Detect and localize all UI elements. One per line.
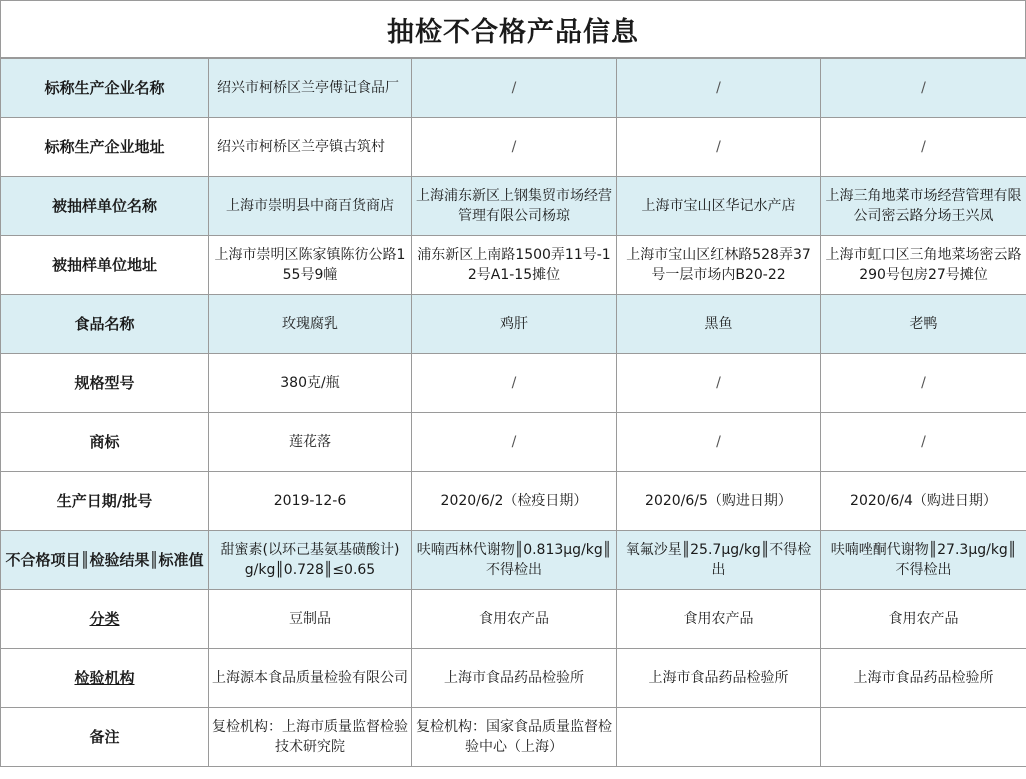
table-cell: 甜蜜素(以环己基氨基磺酸计) g/kg║0.728║≤0.65 xyxy=(209,531,412,590)
table-cell: 老鸭 xyxy=(821,295,1026,354)
table-row xyxy=(1,295,1026,354)
table-cell: 氧氟沙星║25.7μg/kg║不得检出 xyxy=(617,531,821,590)
table-cell: / xyxy=(821,354,1026,413)
table-cell: / xyxy=(412,59,617,118)
table-cell: 上海市宝山区红林路528弄37号一层市场内B20-22 xyxy=(617,236,821,295)
table-cell: 2020/6/4（购进日期） xyxy=(821,472,1026,531)
table-cell: / xyxy=(617,118,821,177)
table-cell: 鸡肝 xyxy=(412,295,617,354)
page-title: 抽检不合格产品信息 xyxy=(0,0,1026,58)
table-cell: 上海市宝山区华记水产店 xyxy=(617,177,821,236)
table-cell: / xyxy=(412,413,617,472)
row-label: 规格型号 xyxy=(1,354,209,413)
table-cell: 呋喃唑酮代谢物║27.3μg/kg║不得检出 xyxy=(821,531,1026,590)
table-cell: 复检机构：上海市质量监督检验技术研究院 xyxy=(209,708,412,767)
row-label: 不合格项目║检验结果║标准值 xyxy=(1,531,209,590)
table-cell xyxy=(617,708,821,767)
table-cell: 黑鱼 xyxy=(617,295,821,354)
row-label: 食品名称 xyxy=(1,295,209,354)
table-cell: 上海浦东新区上钢集贸市场经营管理有限公司杨琼 xyxy=(412,177,617,236)
table-cell: / xyxy=(821,413,1026,472)
row-label: 被抽样单位地址 xyxy=(1,236,209,295)
table-cell: 上海市崇明区陈家镇陈彷公路155号9幢 xyxy=(209,236,412,295)
row-label-text: 检验机构 xyxy=(74,669,135,687)
table-cell: 绍兴市柯桥区兰亭镇古筑村 xyxy=(209,118,412,177)
table-row xyxy=(1,413,1026,472)
row-label: 商标 xyxy=(1,413,209,472)
row-label: 标称生产企业名称 xyxy=(1,59,209,118)
row-label: 备注 xyxy=(1,708,209,767)
table-row xyxy=(1,531,1026,590)
table-cell: 呋喃西林代谢物║0.813μg/kg║不得检出 xyxy=(412,531,617,590)
row-label: 被抽样单位名称 xyxy=(1,177,209,236)
table-cell: 上海市食品药品检验所 xyxy=(617,649,821,708)
table-cell: 上海源本食品质量检验有限公司 xyxy=(209,649,412,708)
table-cell: 380克/瓶 xyxy=(209,354,412,413)
table-cell: 上海市虹口区三角地菜场密云路290号包房27号摊位 xyxy=(821,236,1026,295)
table-cell: 食用农产品 xyxy=(617,590,821,649)
table-row xyxy=(1,236,1026,295)
table-cell: / xyxy=(821,59,1026,118)
table-cell: / xyxy=(412,118,617,177)
table-cell: 食用农产品 xyxy=(821,590,1026,649)
table-row xyxy=(1,708,1026,767)
table-cell xyxy=(821,708,1026,767)
table-cell: / xyxy=(617,354,821,413)
row-label xyxy=(1,590,209,649)
table-cell: 2020/6/2（检疫日期） xyxy=(412,472,617,531)
row-label xyxy=(1,649,209,708)
row-label: 标称生产企业地址 xyxy=(1,118,209,177)
table-cell: 豆制品 xyxy=(209,590,412,649)
table-cell: 浦东新区上南路1500弄11号-12号A1-15摊位 xyxy=(412,236,617,295)
table-row xyxy=(1,118,1026,177)
table-cell: 上海市崇明县中商百货商店 xyxy=(209,177,412,236)
row-label: 生产日期/批号 xyxy=(1,472,209,531)
table-cell: / xyxy=(821,118,1026,177)
table-row xyxy=(1,177,1026,236)
table-row xyxy=(1,354,1026,413)
table-cell: 玫瑰腐乳 xyxy=(209,295,412,354)
table-cell: 莲花落 xyxy=(209,413,412,472)
table-row xyxy=(1,59,1026,118)
table-cell: / xyxy=(617,413,821,472)
results-table xyxy=(0,58,1026,767)
table-cell: 复检机构：国家食品质量监督检验中心（上海） xyxy=(412,708,617,767)
table-cell: 食用农产品 xyxy=(412,590,617,649)
table-cell: / xyxy=(412,354,617,413)
table-cell: 上海三角地菜市场经营管理有限公司密云路分场王兴凤 xyxy=(821,177,1026,236)
table-cell: 2019-12-6 xyxy=(209,472,412,531)
table-cell: 上海市食品药品检验所 xyxy=(821,649,1026,708)
table-cell: 2020/6/5（购进日期） xyxy=(617,472,821,531)
table-row xyxy=(1,472,1026,531)
row-label-text: 分类 xyxy=(89,610,120,628)
table-cell: 上海市食品药品检验所 xyxy=(412,649,617,708)
table-row xyxy=(1,649,1026,708)
table-cell: 绍兴市柯桥区兰亭傅记食品厂 xyxy=(209,59,412,118)
table-cell: / xyxy=(617,59,821,118)
table-row xyxy=(1,590,1026,649)
